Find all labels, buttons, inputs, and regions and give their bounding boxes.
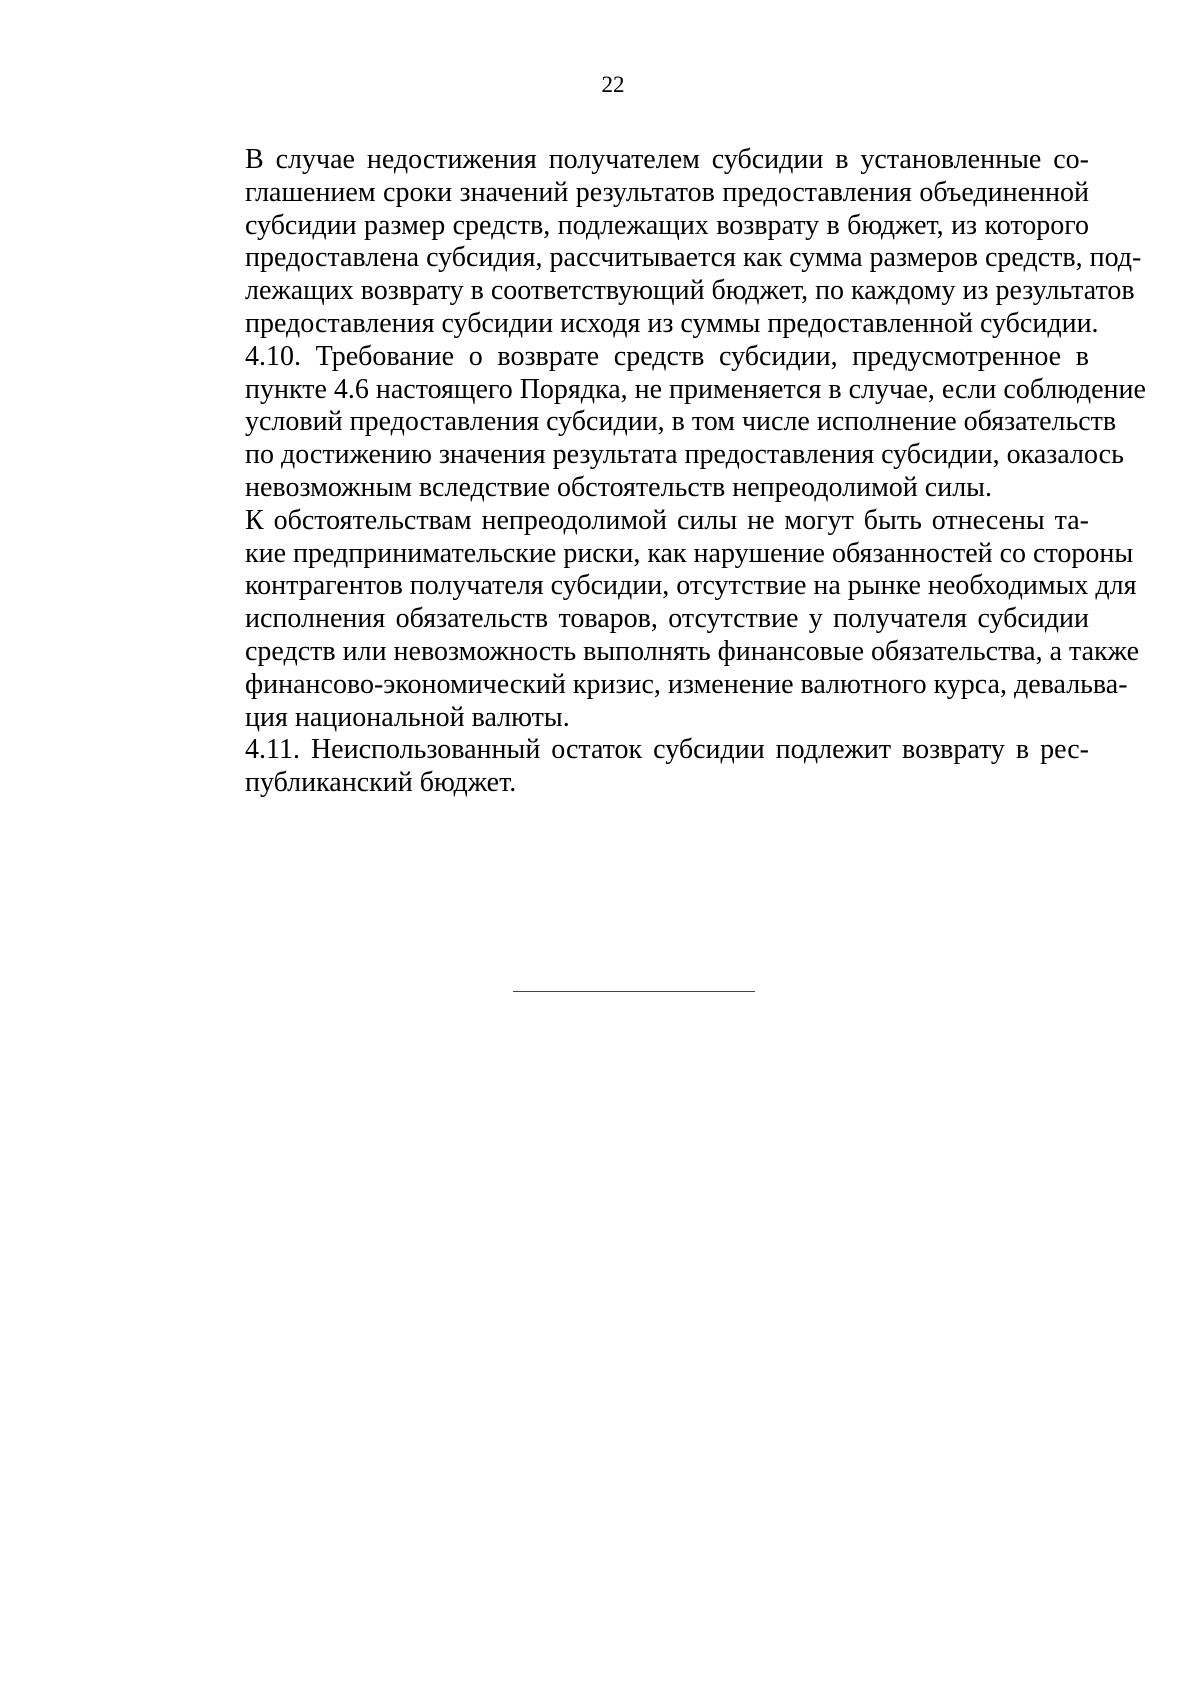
text-line: лежащих возврату в соответствующий бюджет, по каждому из результатов	[245, 275, 1135, 307]
text-line: средств или невозможность выполнять финансовые обязательства, а также	[245, 635, 1140, 667]
text-line: 4.10. Требование о возврате средств субсидии, предусмотренное в	[245, 340, 1089, 372]
text-line: исполнения обязательств товаров, отсутствие у получателя субсидии	[245, 603, 1089, 635]
text-line: предоставления субсидии исходя из суммы предоставленной субсидии.	[245, 307, 1099, 339]
text-line: условий предоставления субсидии, в том числе исполнение обязательств	[245, 406, 1117, 438]
paragraph-subsidy-refund-calculation	[173, 144, 1142, 341]
text-line: по достижению значения результата предоставления субсидии, оказалось	[245, 439, 1124, 471]
text-line: субсидии размер средств, подлежащих возврату в бюджет, из которого	[245, 209, 1089, 241]
text-line: пункте 4.6 настоящего Порядка, не применяется в случае, если соблюдение	[245, 373, 1146, 405]
text-line: 4.11. Неиспользованный остаток субсидии подлежит возврату в рес-	[245, 734, 1089, 766]
paragraph-4-10	[173, 340, 1146, 505]
text-line: контрагентов получателя субсидии, отсутствие на рынке необходимых для	[245, 570, 1137, 602]
text-line: финансово-экономический кризис, изменение валютного курса, девальва-	[245, 668, 1128, 700]
text-line: предоставлена субсидия, рассчитывается как сумма размеров средств, под-	[245, 242, 1142, 274]
paragraph-force-majeure	[173, 504, 1140, 735]
text-line: публиканский бюджет.	[245, 767, 517, 799]
paragraph-4-11	[173, 734, 1089, 800]
text-line: ция национальной валюты.	[245, 701, 570, 733]
text-line: В случае недостижения получателем субсидии в установленные со-	[245, 144, 1089, 175]
text-line: кие предпринимательские риски, как нарушение обязанностей со стороны	[245, 537, 1134, 569]
text-line: глашением сроки значений результатов предоставления объединенной	[245, 176, 1089, 208]
text-line: К обстоятельствам непреодолимой силы не могут быть отнесены та-	[245, 504, 1089, 536]
document-body	[173, 144, 1146, 800]
page-number: 22	[601, 72, 625, 97]
end-separator-line	[513, 991, 755, 992]
text-line: невозможным вследствие обстоятельств непреодолимой силы.	[245, 471, 992, 503]
